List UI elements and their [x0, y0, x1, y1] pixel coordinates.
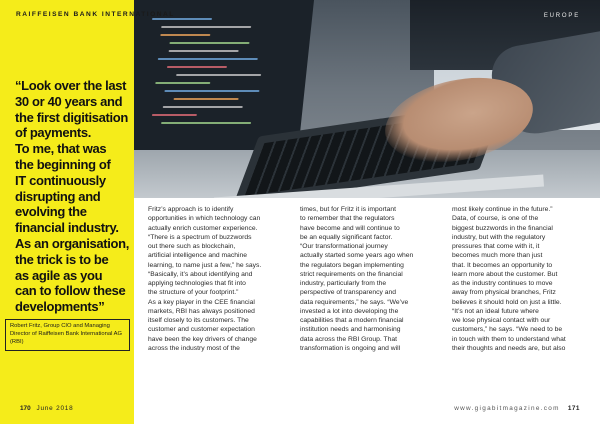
article-column-2: times, but for Fritz it is important to remember that the regulators have become and will continue to be an equally significant factor. “Our transformational journey actually started some years ago when the regulators began implementing strict requirements on the financial industry, particularly from the perspective of transparency and data requirements,” he says. “We’ve invested a lot into developing the capabilities that a modern financial institution needs and harmonising data across the RBI Group. That transformation is ongoing and will: [300, 206, 414, 352]
quote-attribution: Robert Fritz, Group CIO and Managing Director of Raiffeisen Bank International AG (RBI): [5, 319, 130, 351]
publication-header: RAIFFEISEN BANK INTERNATIONAL: [16, 11, 175, 18]
article-column-3: most likely continue in the future.” Data, of course, is one of the biggest buzzwords in the financial industry, but with the regulatory pressures that come with it, it becomes much more than just that. It becomes an opportunity to learn more about the customer. But as the industry continues to move away from physical branches, Fritz believes it should hold on just a little. “It’s not an ideal future where we lose physical contact with our customers,” he says. “We need to be in touch with them to understand what their thoughts and needs are, but also: [452, 206, 566, 352]
article-column-1: Fritz’s approach is to identify opportunities in which technology can actually enrich customer experience. “There is a spectrum of buzzwords out there such as blockchain, artificial intelligence and machine learning, to name just a few,” he says. “Basically, it’s about identifying and applying technologies that fit into the structure of your footprint.” As a key player in the CEE financial markets, RBI has always positioned itself closely to its customers. The customer and customer expectation have been the key drivers of change across the industry most of the: [148, 206, 262, 352]
footer-left: [20, 405, 74, 412]
website-url: www.gigabitmagazine.com: [454, 405, 560, 412]
laptop-photo: [134, 0, 600, 198]
issue-date: June 2018: [36, 405, 74, 412]
section-label: EUROPE: [543, 13, 580, 19]
right-page-number: 171: [567, 405, 580, 412]
pull-quote: “Look over the last 30 or 40 years and the first digitisation of payments. To me, that was the beginning of IT continuously disrupting and evolving the financial industry. As an organisation, the trick is to be as agile as you can to follow these developments”: [15, 78, 129, 315]
left-page-number: 170: [20, 405, 31, 412]
footer-right: [454, 405, 580, 412]
